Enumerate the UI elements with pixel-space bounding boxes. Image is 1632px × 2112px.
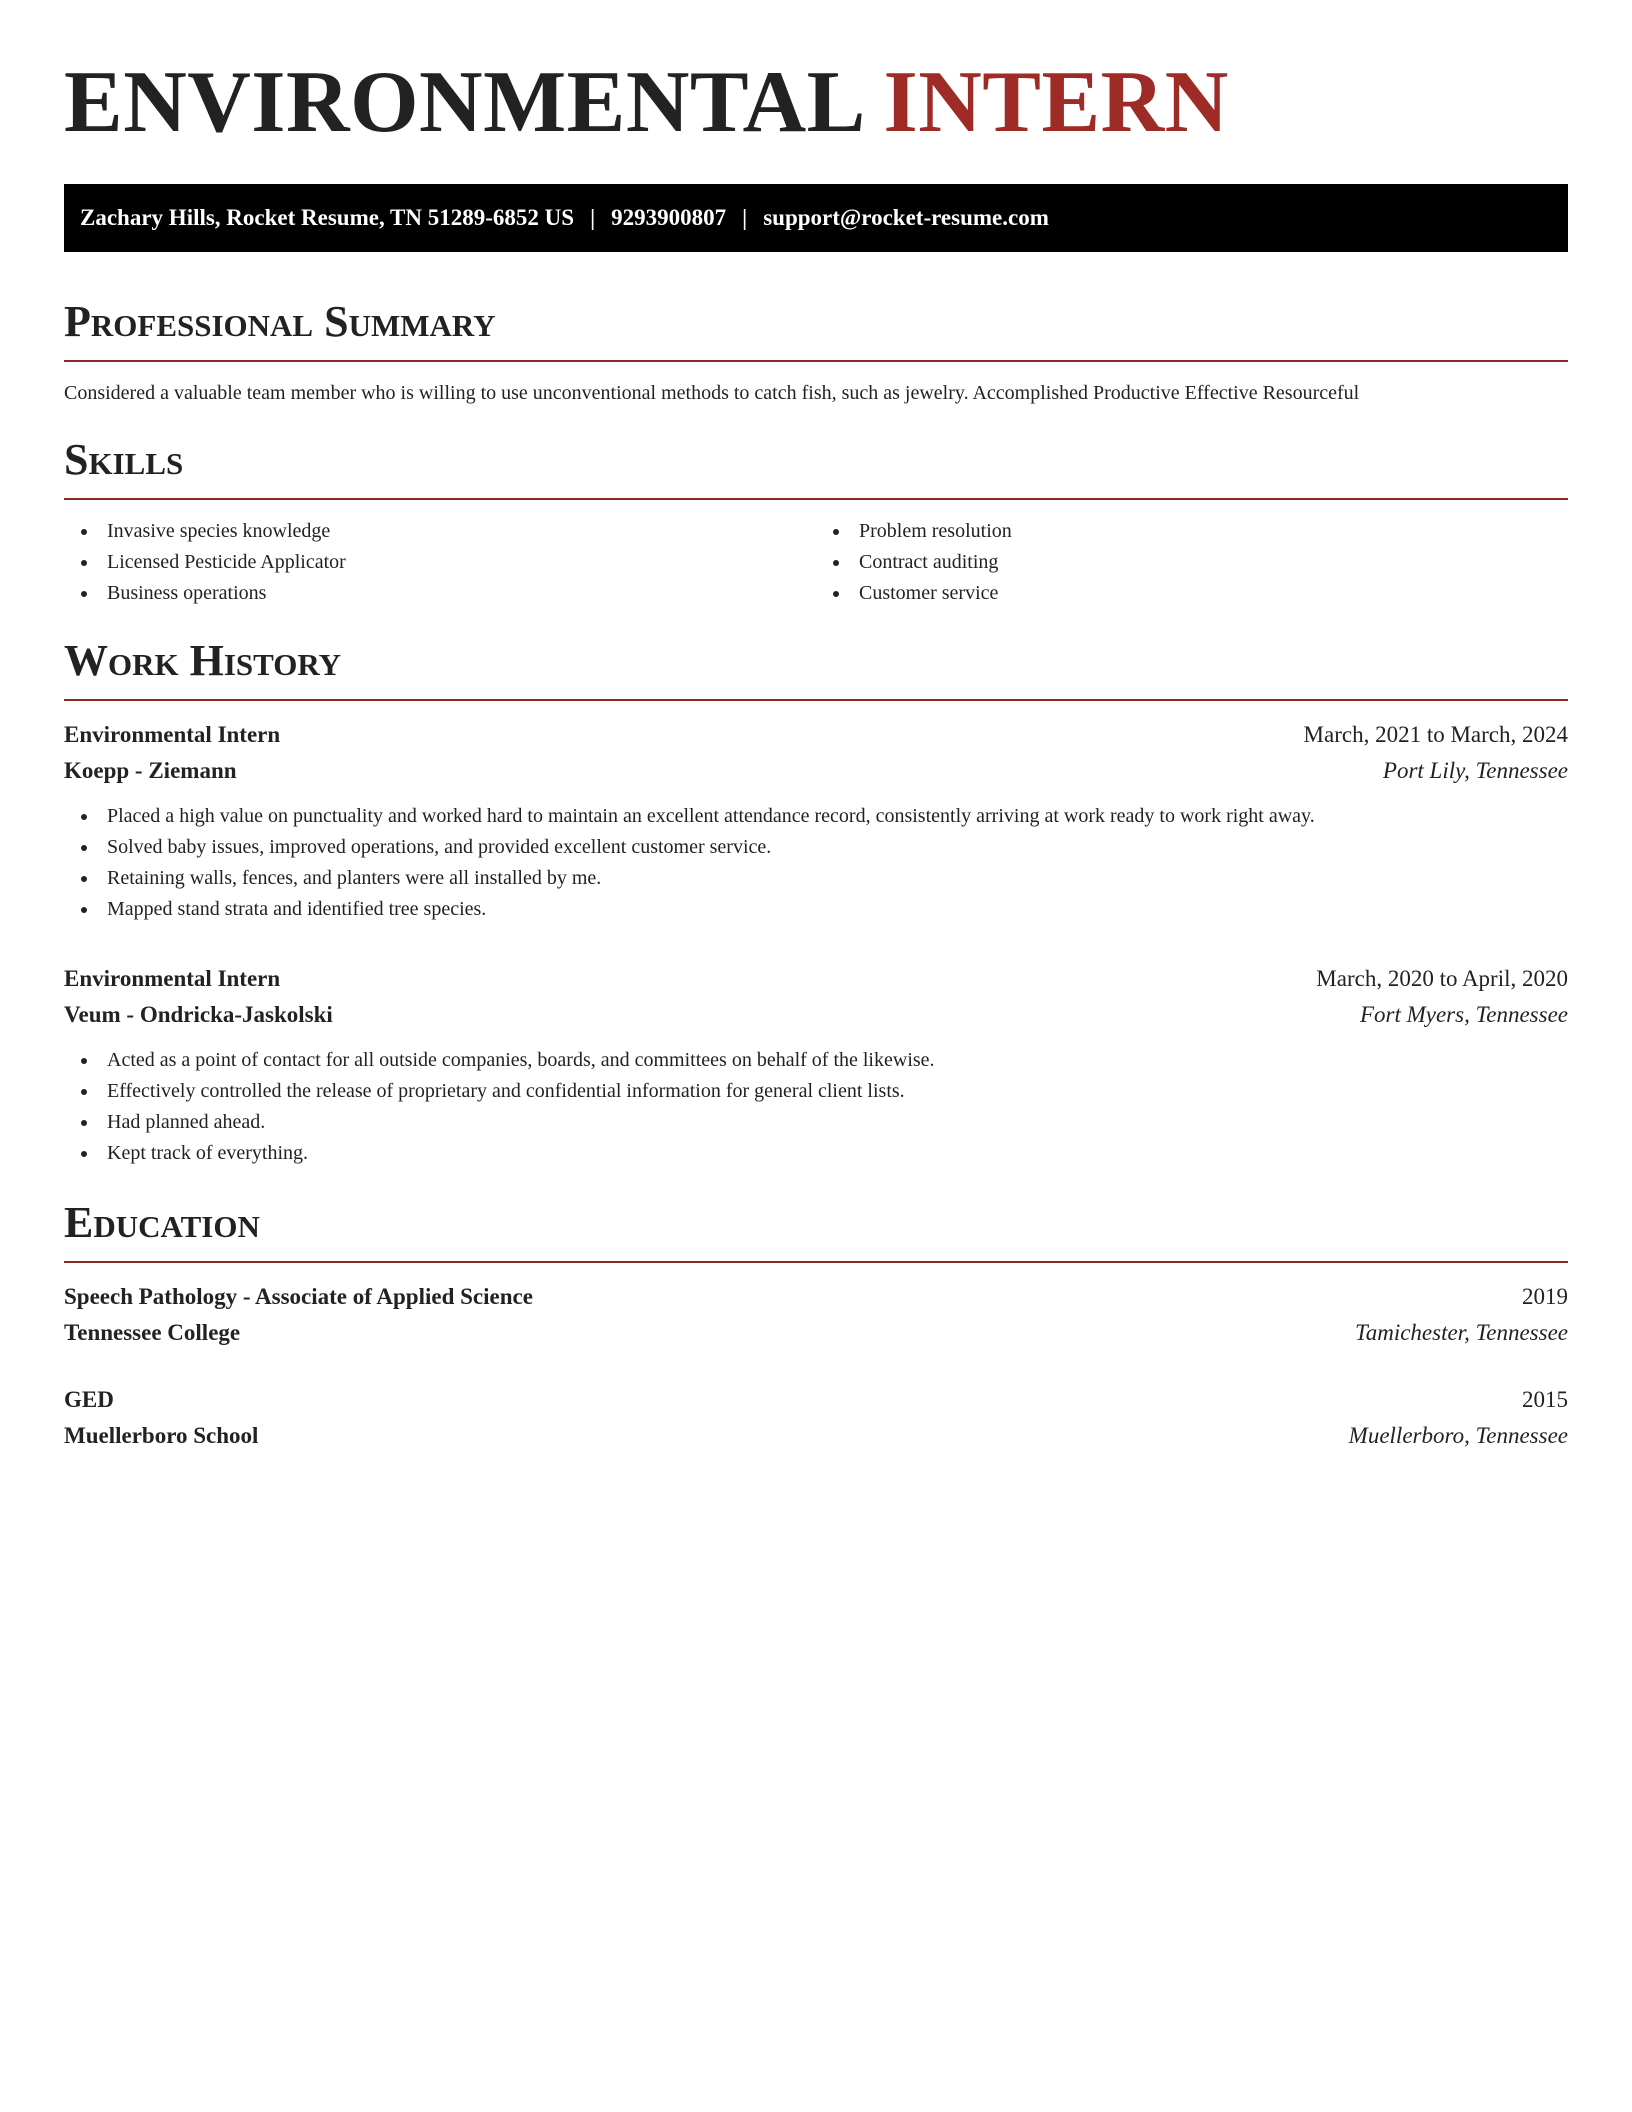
skills-column-right — [816, 516, 1568, 609]
summary-text: Considered a valuable team member who is willing to use unconventional methods to catch fish, such as jewelry. Accomplished Productive Effective Resourceful — [64, 382, 1360, 404]
education-degree: Speech Pathology - Associate of Applied Science — [64, 1284, 533, 1309]
job-bullet: Retaining walls, fences, and planters were all installed by me. — [64, 863, 1568, 894]
job-bullet: Acted as a point of contact for all outside companies, boards, and committees on behalf of the likewise. — [64, 1045, 1568, 1076]
job-title: Environmental Intern — [64, 722, 281, 747]
summary-section — [64, 296, 1568, 406]
contact-email: support@rocket-resume.com — [763, 205, 1049, 230]
job-title-row — [64, 717, 1568, 753]
job-bullet: Solved baby issues, improved operations, and provided excellent customer service. — [64, 832, 1568, 863]
skill-item: Licensed Pesticide Applicator — [107, 547, 816, 578]
job-dates: March, 2021 to March, 2024 — [1303, 722, 1568, 747]
title-accent: INTERN — [883, 54, 1229, 151]
contact-address: Zachary Hills, Rocket Resume, TN 51289-6852 US — [80, 205, 575, 230]
education-degree-row — [64, 1279, 1568, 1315]
job-company: Veum - Ondricka-Jaskolski — [64, 1002, 333, 1027]
education-section — [64, 1197, 1568, 1454]
education-location: Muellerboro, Tennessee — [1348, 1423, 1568, 1448]
job-bullet: Mapped stand strata and identified tree species. — [64, 894, 1568, 925]
skills-heading: Skills — [64, 434, 1568, 500]
job-bullet: Placed a high value on punctuality and worked hard to maintain an excellent attendance record, consistently arriving at work ready to work right away. — [64, 801, 1568, 832]
job-title-row — [64, 961, 1568, 997]
education-entry — [64, 1382, 1568, 1454]
education-location: Tamichester, Tennessee — [1355, 1320, 1568, 1345]
education-degree-row — [64, 1382, 1568, 1418]
contact-bar — [64, 184, 1568, 252]
job-entry — [64, 961, 1568, 1169]
education-entry — [64, 1279, 1568, 1351]
skills-grid — [64, 516, 1568, 609]
job-location: Fort Myers, Tennessee — [1359, 1002, 1568, 1027]
skill-item: Contract auditing — [859, 547, 1568, 578]
job-title: Environmental Intern — [64, 966, 281, 991]
work-history-heading: Work History — [64, 635, 1568, 701]
work-history-section — [64, 635, 1568, 1169]
skills-section — [64, 434, 1568, 609]
education-school-row — [64, 1418, 1568, 1454]
title-main: ENVIRONMENTAL — [64, 54, 861, 151]
skill-item: Business operations — [107, 578, 816, 609]
contact-separator: | — [590, 205, 596, 230]
job-company-row — [64, 753, 1568, 789]
job-dates: March, 2020 to April, 2020 — [1316, 966, 1568, 991]
education-school: Tennessee College — [64, 1320, 241, 1345]
education-heading: Education — [64, 1197, 1568, 1263]
education-school: Muellerboro School — [64, 1423, 259, 1448]
resume-title — [64, 56, 1568, 150]
education-year: 2019 — [1522, 1284, 1568, 1309]
job-bullets — [64, 1045, 1568, 1169]
job-bullets — [64, 801, 1568, 925]
education-degree: GED — [64, 1387, 114, 1412]
job-company: Koepp - Ziemann — [64, 758, 237, 783]
skill-item: Problem resolution — [859, 516, 1568, 547]
job-company-row — [64, 997, 1568, 1033]
job-entry — [64, 717, 1568, 925]
skill-item: Customer service — [859, 578, 1568, 609]
education-school-row — [64, 1315, 1568, 1351]
summary-heading: Professional Summary — [64, 296, 1568, 362]
contact-phone: 9293900807 — [611, 205, 727, 230]
education-year: 2015 — [1522, 1387, 1568, 1412]
job-bullet: Had planned ahead. — [64, 1107, 1568, 1138]
job-bullet: Kept track of everything. — [64, 1138, 1568, 1169]
job-location: Port Lily, Tennessee — [1382, 758, 1568, 783]
skill-item: Invasive species knowledge — [107, 516, 816, 547]
job-bullet: Effectively controlled the release of proprietary and confidential information for general client lists. — [64, 1076, 1568, 1107]
skills-column-left — [64, 516, 816, 609]
contact-separator: | — [742, 205, 748, 230]
